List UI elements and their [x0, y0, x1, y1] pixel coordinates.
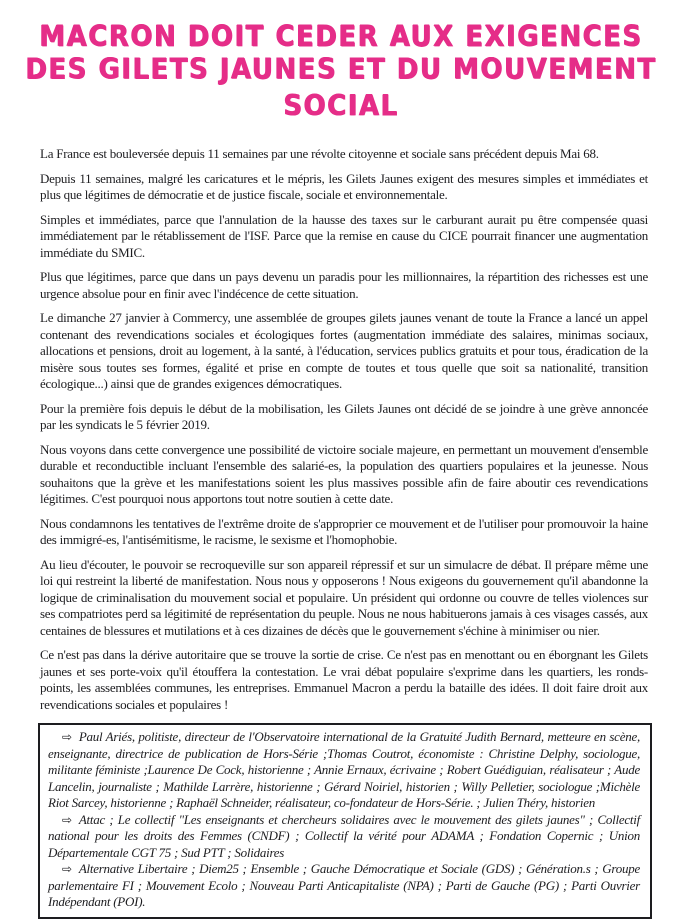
signatory-group [48, 729, 640, 812]
right-arrow-icon: ⇨ [62, 730, 72, 744]
signatory-text: Paul Ariés, politiste, directeur de l'Observatoire international de la Gratuité Judith Bernard, metteure en scène, enseignante, directrice de publication de Hors-Série ;Thomas Coutrot, économiste : Christine Delphy, sociologue, militante féministe ;Laurence De Cock, historienne ; Annie Ernaux, écrivaine ; Robert Guédiguian, réalisateur ; Aude Lancelin, journaliste ; Mathilde Larrère, historienne ; Gérard Noiriel, historien ; Willy Pelletier, sociologue ;Michèle Riot Sarcey, historienne ; Raphaël Schneider, réalisateur, co-fondateur de Hors-Série. ; Julien Théry, historien [48, 729, 640, 810]
body-text [40, 146, 648, 713]
body-paragraph: Plus que légitimes, parce que dans un pays devenu un paradis pour les millionnaires, la répartition des richesses est une urgence absolue pour en finir avec l'indécence de cette situation. [40, 269, 648, 301]
title-line-1: MACRON DOIT CEDER AUX EXIGENCES [39, 20, 643, 54]
signatory-text: Attac ; Le collectif "Les enseignants et chercheurs solidaires avec le mouvement des gilets jaunes" ; Collectif national pour les droits des Femmes (CNDF) ; Collectif la vérité pour ADAMA ; Fondation Copernic ; Union Départementale CGT 75 ; Sud PTT ; Solidaires [48, 811, 640, 860]
signatory-text: Alternative Libertaire ; Diem25 ; Ensemble ; Gauche Démocratique et Sociale (GDS) ; Génération.s ; Groupe parlementaire FI ; Mouvement Ecolo ; Nouveau Parti Anticapitaliste (NPA) ; Parti de Gauche (PG) ; Parti Ouvrier Indépendant (POI). [48, 861, 640, 909]
body-paragraph: Nous voyons dans cette convergence une possibilité de victoire sociale majeure, en permettant un mouvement d'ensemble durable et reconductible incluant l'ensemble des salarié-es, la population des quartiers populaires et la jeunesse. Nous souhaitons que la grève et les manifestations soient les plus massives possible afin de faire aboutir ces revendications légitimes. C'est pourquoi nous apportons tout notre soutien à cette date. [40, 441, 648, 506]
signatory-group [48, 861, 640, 911]
title-line-2: DES GILETS JAUNES ET DU MOUVEMENT SOCIAL [25, 53, 657, 123]
body-paragraph: Le dimanche 27 janvier à Commercy, une assemblée de groupes gilets jaunes venant de toute la France a lancé un appel contenant des revendications sociales et écologiques fortes (augmentation immédiate des salaires, minimas sociaux, allocations et pensions, droit au logement, à la santé, à l'éducation, services publics gratuits et pour tous, éradication de la misère sous toutes ses formes, égalité et prise en compte de toutes et tous quelle que soit sa nationalité, transition écologique...) ainsi que de grandes exigences démocratiques. [40, 310, 648, 391]
right-arrow-icon: ⇨ [62, 862, 72, 876]
body-paragraph: La France est bouleversée depuis 11 semaines par une révolte citoyenne et sociale sans précédent depuis Mai 68. [40, 146, 599, 161]
page-title [20, 20, 662, 122]
body-paragraph: Depuis 11 semaines, malgré les caricatures et le mépris, les Gilets Jaunes exigent des mesures simples et immédiates et plus que légitimes de démocratie et de justice fiscale, sociale et environnementale. [40, 170, 648, 202]
signatories-box [38, 723, 652, 919]
body-paragraph: Pour la première fois depuis le début de la mobilisation, les Gilets Jaunes ont décidé de se joindre à une grève annoncée par les syndicats le 5 février 2019. [40, 400, 648, 432]
body-paragraph: Au lieu d'écouter, le pouvoir se recroqueville sur son appareil répressif et sur un simulacre de débat. Il prépare même une loi qui restreint la liberté de manifestation. Nous nous y opposerons ! Nous exigeons du gouvernement qu'il abandonne la logique de criminalisation du mouvement social et populaire. Un président qui ordonne ou couvre de telles violences sur ses compatriotes perd sa légitimité de représentation du peuple. Nous ne nous habituerons jamais à ces visages cassés, aux centaines de blessures et mutilations et à ces dizaines de décès que le gouvernement s'échine à minimiser ou nier. [40, 556, 648, 638]
body-paragraph: Simples et immédiates, parce que l'annulation de la hausse des taxes sur le carburant aurait pu être compensée quasi immédiatement par le rétablissement de l'ISF. Parce que la remise en cause du CICE pourrait financer une augmentation immédiate du SMIC. [40, 211, 648, 260]
body-paragraph: Nous condamnons les tentatives de l'extrême droite de s'approprier ce mouvement et de l'utiliser pour promouvoir la haine des immigré-es, l'antisémitisme, le racisme, le sexisme et l'homophobie. [40, 515, 648, 547]
body-paragraph: Ce n'est pas dans la dérive autoritaire que se trouve la sortie de crise. Ce n'est pas en menottant ou en éborgnant les Gilets jaunes et ses porte-voix qu'il étouffera la contestation. Le vrai débat populaire s'exprime dans les quartiers, les ronds-points, les assemblées communes, les entreprises. Emmanuel Macron a perdu la bataille des idées. Il doit faire droit aux revendications sociales et populaires ! [40, 647, 648, 712]
signatory-group [48, 812, 640, 862]
right-arrow-icon: ⇨ [62, 812, 72, 827]
